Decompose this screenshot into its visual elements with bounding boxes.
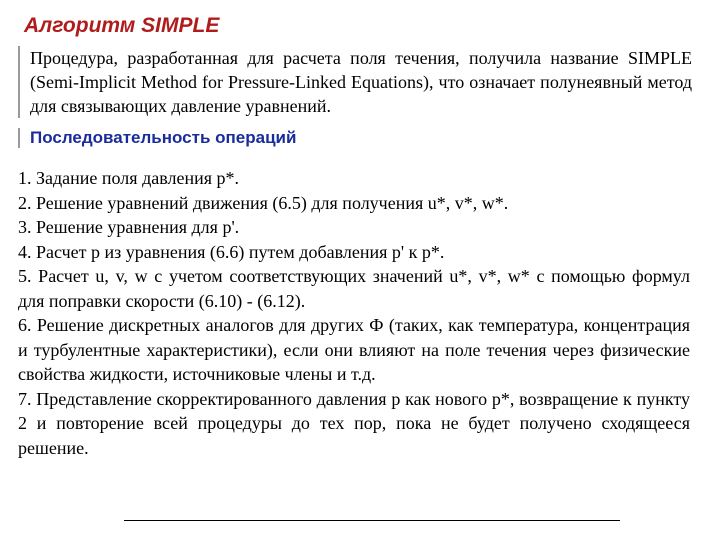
step-item: 4. Расчет p из уравнения (6.6) путем добавления p' к p*. [18,241,445,262]
section-heading: Последовательность операций [18,128,318,148]
step-item: 3. Решение уравнения для p'. [18,217,240,237]
step-item: 5. Расчет u, v, w с учетом соответствующих значений u*, v*, w* с помощью формул для поправки скорости (6.10) - (6.12). [18,266,690,311]
step-item: 6. Решение дискретных аналогов для других Ф (таких, как температура, концентрация и турбулентные характеристики), если они влияют на поле течения через физические свойства жидкости, источниковые члены и т.д. [18,315,690,384]
step-item: 7. Представление скорректированного давления p как нового p*, возвращение к пункту 2 и повторение всей процедуры до тех пор, пока не будет получено сходящееся решение. [18,388,690,458]
intro-paragraph: Процедура, разработанная для расчета поля течения, получила название SIMPLE (Semi-Implicit Method for Pressure-Linked Equations), что означает полунеявный метод для связывающих давление уравнений. [18,46,692,118]
slide-title: Алгоритм SIMPLE [24,14,220,37]
steps-list [18,166,690,460]
step-item: 1. Задание поля давления p*. [18,168,239,188]
footer-divider [124,520,620,521]
step-item: 2. Решение уравнений движения (6.5) для получения u*, v*, w*. [18,192,509,213]
